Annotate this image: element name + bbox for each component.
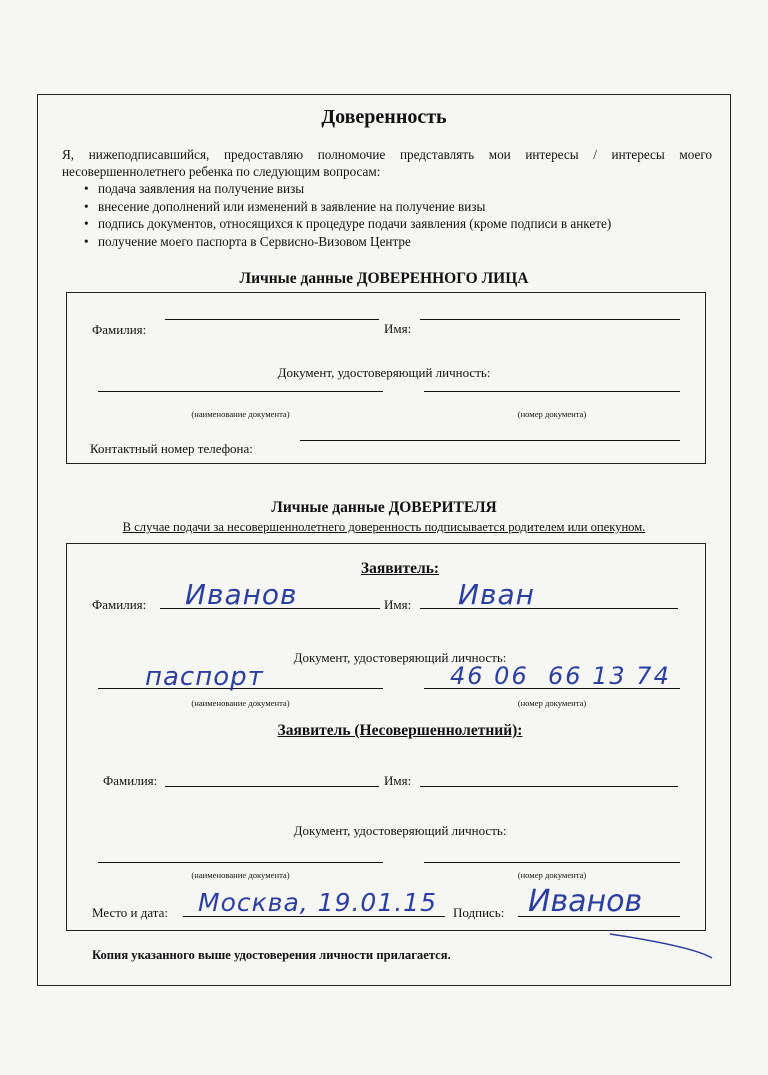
powers-list [62,180,712,250]
applicant-name-value: Иван [458,578,535,611]
applicant-doc-number-value: 46 06 66 13 74 [450,662,671,690]
trustee-name-label: Имя: [384,321,412,336]
place-date-value: Москва, 19.01.15 [198,888,437,917]
applicant-doc-name-caption: (наименование документа) [191,698,290,708]
applicant-surname-label: Фамилия: [92,597,147,612]
trustee-section-title: Личные данные ДОВЕРЕННОГО ЛИЦА [239,270,529,287]
trustee-doc-number-caption: (номер документа) [517,409,587,419]
minor-surname-field[interactable] [165,786,379,787]
principal-note: В случае подачи за несовершеннолетнего доверенность подписывается родителем или опекуном. [122,520,646,534]
footer-note: Копия указанного выше удостоверения личности прилагается. [92,948,451,962]
signature-value: Иванов [528,884,643,919]
document-title: Доверенность [321,106,447,128]
signature-label: Подпись: [453,905,505,920]
applicant-name-label: Имя: [384,597,412,612]
applicant-surname-value: Иванов [185,578,298,611]
principal-section-title: Личные данные ДОВЕРИТЕЛЯ [271,499,497,516]
intro-block [62,146,712,250]
minor-surname-label: Фамилия: [103,773,158,788]
minor-doc-number-caption: (номер документа) [517,870,587,880]
minor-id-doc-label: Документ, удостоверяющий личность: [293,823,507,838]
place-date-label: Место и дата: [92,905,168,920]
minor-applicant-title: Заявитель (Несовершеннолетний): [277,722,523,739]
trustee-doc-name-field[interactable] [98,391,383,392]
minor-doc-name-caption: (наименование документа) [191,870,290,880]
applicant-doc-number-caption: (номер документа) [517,698,587,708]
intro-text: Я, нижеподписавшийся, предоставляю полномочие представлять мои интересы / интересы моего несовершеннолетнего ребенка по следующим вопросам: [62,147,712,179]
power-item: • внесение дополнений или изменений в заявление на получение визы [98,198,712,216]
trustee-id-doc-label: Документ, удостоверяющий личность: [277,365,491,380]
minor-doc-number-field[interactable] [424,862,680,863]
minor-doc-name-field[interactable] [98,862,383,863]
trustee-phone-field[interactable] [300,440,680,441]
minor-name-label: Имя: [384,773,412,788]
trustee-phone-label: Контактный номер телефона: [90,441,253,456]
trustee-doc-name-caption: (наименование документа) [191,409,290,419]
applicant-doc-name-value: паспорт [145,662,264,692]
applicant-id-doc-label: Документ, удостоверяющий личность: [293,650,507,665]
signature-flourish [600,900,720,960]
trustee-surname-label: Фамилия: [92,322,147,337]
trustee-doc-number-field[interactable] [424,391,680,392]
power-item: • подача заявления на получение визы [98,180,712,198]
minor-name-field[interactable] [420,786,678,787]
power-item: • получение моего паспорта в Сервисно-Визовом Центре [98,233,712,251]
applicant-title: Заявитель: [360,560,440,577]
trustee-name-field[interactable] [420,319,680,320]
trustee-surname-field[interactable] [165,319,379,320]
power-item: • подпись документов, относящихся к процедуре подачи заявления (кроме подписи в анкете) [98,215,712,233]
